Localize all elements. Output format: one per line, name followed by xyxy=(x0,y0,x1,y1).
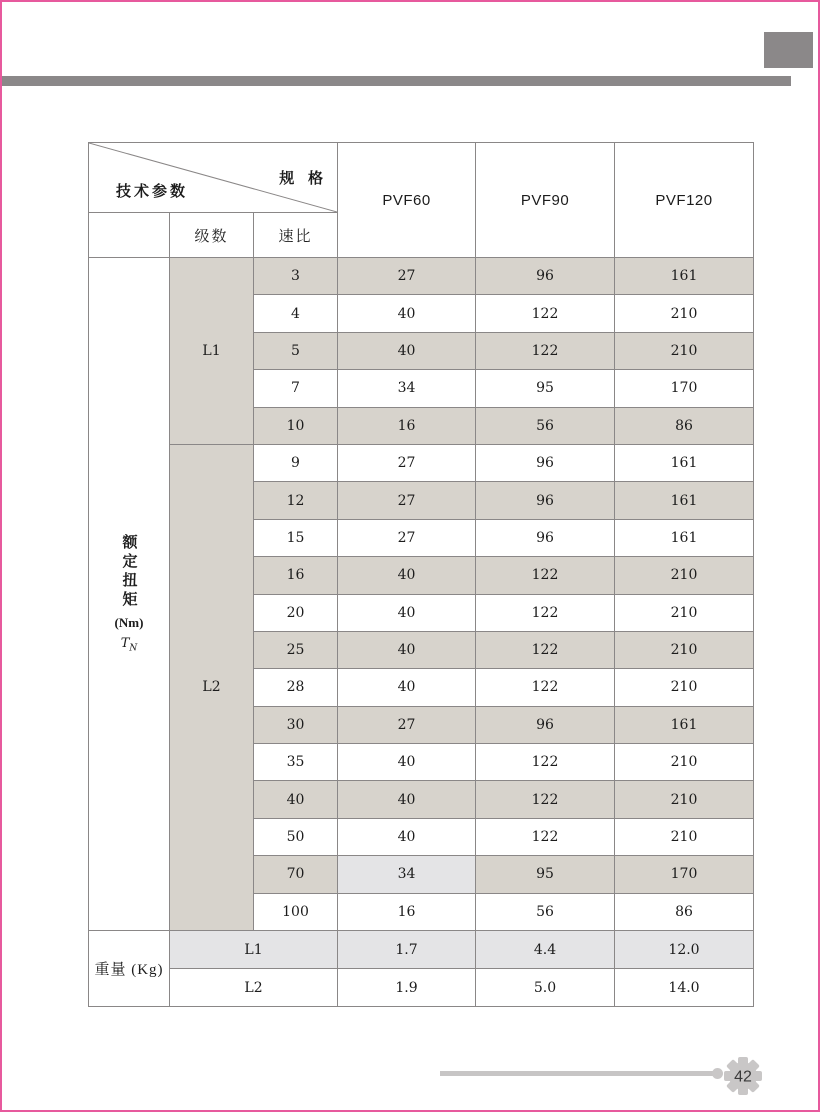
group-label-cell: L1 xyxy=(170,258,254,445)
weight-group-cell: L2 xyxy=(170,969,338,1007)
weight-row xyxy=(89,969,754,1007)
value-cell: 40 xyxy=(338,295,476,332)
stages-header: 级数 xyxy=(170,213,254,258)
torque-label-cell xyxy=(89,258,170,931)
ratio-cell: 70 xyxy=(254,856,338,893)
value-cell: 96 xyxy=(476,482,615,519)
torque-label: 额定扭矩 (Nm) $T_N$ xyxy=(114,534,144,654)
value-cell: 122 xyxy=(476,332,615,369)
value-cell: 40 xyxy=(338,781,476,818)
value-cell: 27 xyxy=(338,706,476,743)
group-label-cell: L2 xyxy=(170,444,254,930)
value-cell: 210 xyxy=(615,818,754,855)
value-cell: 122 xyxy=(476,295,615,332)
value-cell: 27 xyxy=(338,519,476,556)
ratio-cell: 28 xyxy=(254,669,338,706)
ratio-cell: 3 xyxy=(254,258,338,295)
weight-row xyxy=(89,931,754,969)
column-header-pvf120: PVF120 xyxy=(615,143,754,258)
value-cell: 122 xyxy=(476,631,615,668)
weight-value-cell: 4.4 xyxy=(476,931,615,969)
weight-value-cell: 12.0 xyxy=(615,931,754,969)
header-corner-block xyxy=(764,32,813,68)
value-cell: 16 xyxy=(338,893,476,930)
ratio-cell: 16 xyxy=(254,557,338,594)
ratio-cell: 9 xyxy=(254,444,338,481)
ratio-cell: 7 xyxy=(254,370,338,407)
value-cell: 210 xyxy=(615,295,754,332)
value-cell: 40 xyxy=(338,818,476,855)
value-cell: 122 xyxy=(476,557,615,594)
value-cell: 96 xyxy=(476,444,615,481)
value-cell: 95 xyxy=(476,370,615,407)
value-cell: 122 xyxy=(476,744,615,781)
column-header-pvf60: PVF60 xyxy=(338,143,476,258)
empty-header-cell xyxy=(89,213,170,258)
value-cell: 34 xyxy=(338,370,476,407)
value-cell: 34 xyxy=(338,856,476,893)
column-header-pvf90: PVF90 xyxy=(476,143,615,258)
value-cell: 86 xyxy=(615,893,754,930)
value-cell: 122 xyxy=(476,781,615,818)
value-cell: 56 xyxy=(476,407,615,444)
ratio-cell: 40 xyxy=(254,781,338,818)
value-cell: 16 xyxy=(338,407,476,444)
ratio-cell: 5 xyxy=(254,332,338,369)
value-cell: 122 xyxy=(476,594,615,631)
value-cell: 86 xyxy=(615,407,754,444)
value-cell: 210 xyxy=(615,781,754,818)
value-cell: 210 xyxy=(615,594,754,631)
value-cell: 161 xyxy=(615,444,754,481)
ratio-cell: 30 xyxy=(254,706,338,743)
header-rule-bar xyxy=(2,76,791,86)
value-cell: 210 xyxy=(615,744,754,781)
value-cell: 161 xyxy=(615,482,754,519)
value-cell: 210 xyxy=(615,669,754,706)
weight-label-cell: 重量 (Kg) xyxy=(89,931,170,1007)
value-cell: 122 xyxy=(476,669,615,706)
ratio-cell: 20 xyxy=(254,594,338,631)
value-cell: 40 xyxy=(338,744,476,781)
value-cell: 161 xyxy=(615,519,754,556)
value-cell: 40 xyxy=(338,332,476,369)
value-cell: 96 xyxy=(476,519,615,556)
ratio-cell: 12 xyxy=(254,482,338,519)
value-cell: 56 xyxy=(476,893,615,930)
weight-group-cell: L1 xyxy=(170,931,338,969)
table-body xyxy=(89,258,754,1007)
corner-cell xyxy=(89,143,338,213)
value-cell: 40 xyxy=(338,631,476,668)
ratio-cell: 35 xyxy=(254,744,338,781)
value-cell: 96 xyxy=(476,706,615,743)
page-number-badge xyxy=(722,1055,764,1097)
ratio-cell: 4 xyxy=(254,295,338,332)
weight-value-cell: 14.0 xyxy=(615,969,754,1007)
value-cell: 210 xyxy=(615,557,754,594)
page-number: 42 xyxy=(734,1068,752,1086)
value-cell: 170 xyxy=(615,856,754,893)
value-cell: 161 xyxy=(615,258,754,295)
corner-spec-label: 规 格 xyxy=(279,171,329,187)
table-header-row xyxy=(89,143,754,213)
spec-table xyxy=(88,142,754,1007)
value-cell: 40 xyxy=(338,594,476,631)
value-cell: 161 xyxy=(615,706,754,743)
value-cell: 27 xyxy=(338,444,476,481)
ratio-cell: 50 xyxy=(254,818,338,855)
footer-rule xyxy=(440,1071,718,1076)
ratio-cell: 10 xyxy=(254,407,338,444)
value-cell: 122 xyxy=(476,818,615,855)
value-cell: 40 xyxy=(338,557,476,594)
value-cell: 210 xyxy=(615,631,754,668)
weight-value-cell: 5.0 xyxy=(476,969,615,1007)
weight-value-cell: 1.9 xyxy=(338,969,476,1007)
value-cell: 170 xyxy=(615,370,754,407)
ratio-cell: 100 xyxy=(254,893,338,930)
value-cell: 27 xyxy=(338,482,476,519)
value-cell: 95 xyxy=(476,856,615,893)
ratio-header: 速比 xyxy=(254,213,338,258)
spec-row xyxy=(89,444,754,481)
value-cell: 210 xyxy=(615,332,754,369)
weight-value-cell: 1.7 xyxy=(338,931,476,969)
spec-row xyxy=(89,258,754,295)
ratio-cell: 25 xyxy=(254,631,338,668)
corner-params-label: 技术参数 xyxy=(116,184,189,200)
value-cell: 40 xyxy=(338,669,476,706)
value-cell: 96 xyxy=(476,258,615,295)
ratio-cell: 15 xyxy=(254,519,338,556)
value-cell: 27 xyxy=(338,258,476,295)
